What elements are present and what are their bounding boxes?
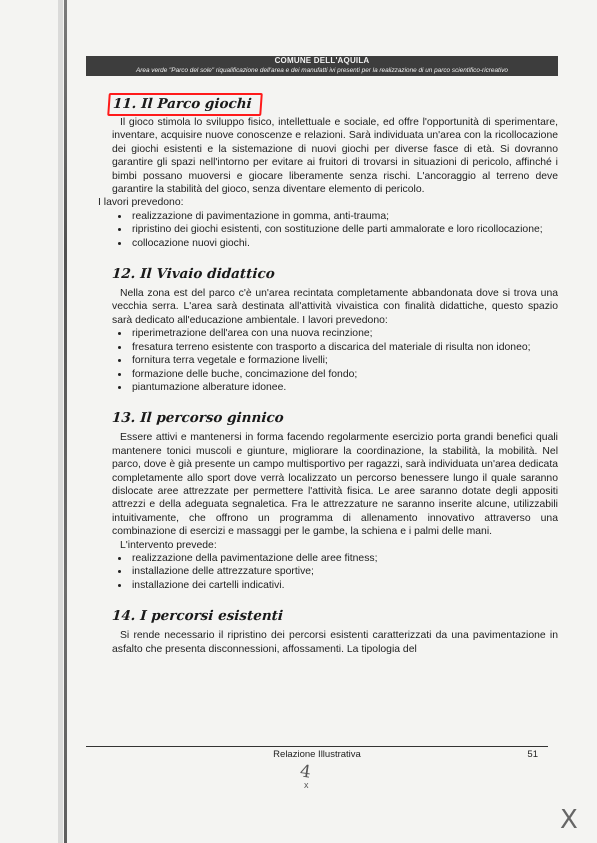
section-heading-highlighted: 11. Il Parco giochi <box>107 93 262 116</box>
footer-title: Relazione Illustrativa <box>273 749 361 760</box>
scan-binding-line <box>64 0 67 843</box>
list-item: riperimetrazione dell'area con una nuova recinzione; <box>112 327 558 340</box>
handwritten-mark: x <box>304 780 309 790</box>
list-item: collocazione nuovi giochi. <box>112 237 558 250</box>
footer-divider <box>86 746 548 747</box>
header-banner <box>86 56 558 76</box>
list-item: installazione delle attrezzature sportive; <box>112 565 558 578</box>
list-item: formazione delle buche, concimazione del fondo; <box>112 368 558 381</box>
list-item: realizzazione della pavimentazione delle aree fitness; <box>112 552 558 565</box>
scan-binding-shadow <box>58 0 63 843</box>
list-item: fresatura terreno esistente con trasporto a discarica del materiale di risulta non idoneo; <box>112 341 558 354</box>
handwritten-number: 4 <box>298 761 313 783</box>
section-paragraph: I lavori prevedono: <box>98 197 184 209</box>
bullet-list <box>112 210 558 250</box>
bullet-list <box>112 552 558 592</box>
list-item: installazione dei cartelli indicativi. <box>112 579 558 592</box>
list-item: piantumazione alberature idonee. <box>112 381 558 394</box>
section-percorso-ginnico <box>112 410 558 592</box>
document-body <box>98 93 558 656</box>
section-paragraph: Si rende necessario il ripristino dei percorsi esistenti caratterizzati da una pavimentazione in asfalto che presenta disconnessioni, affossamenti. La tipologia del <box>112 630 558 655</box>
section-paragraph: Il gioco stimola lo sviluppo fisico, intellettuale e sociale, ed offre l'opportunità di sperimentare, inventare, acquisire nuove conoscenze e relazioni. Sarà individuata un'area con la ricollocazione dei giochi esistenti e la sistemazione di nuovi giochi per diverse fasce di età. Si dovranno garantire gli spazi nell'intorno per evitare ai fruitori di trovarsi in situazioni di pericolo, affinché i bimbi possano muoversi e giocare liberamente senza rischi. L'ancoraggio al terreno deve garantire la stabilità del gioco, senza diventare elemento di pericolo. <box>112 117 558 196</box>
page-number: 51 <box>527 749 538 760</box>
bullet-list <box>112 327 558 394</box>
section-heading: 13. Il percorso ginnico <box>111 410 285 427</box>
list-item: fornitura terra vegetale e formazione livelli; <box>112 354 558 367</box>
section-heading: 14. I percorsi esistenti <box>111 608 284 625</box>
section-percorsi-esistenti <box>112 608 558 656</box>
header-subtitle: Area verde "Parco del sole" riqualificazione dell'area e dei manufatti ivi presenti per la realizzazione di un parco scientifico-ricreativo <box>136 67 508 74</box>
corner-mark: X <box>560 805 578 835</box>
section-heading: 12. Il Vivaio didattico <box>111 266 276 283</box>
section-paragraph: L'intervento prevede: <box>120 539 217 551</box>
section-parco-giochi <box>98 93 558 250</box>
list-item: ripristino dei giochi esistenti, con sostituzione delle parti ammalorate e loro ricollocazione; <box>112 223 558 236</box>
section-paragraph: Nella zona est del parco c'è un'area recintata completamente abbandonata dove si trova una vecchia serra. L'area sarà destinata all'attività vivaistica con finalità didattiche, questo spazio sarà dedicato all'educazione ambientale. I lavori prevedono: <box>112 288 558 326</box>
section-paragraph: Essere attivi e mantenersi in forma facendo regolarmente esercizio porta grandi benefici quali mantenere tonici muscoli e giunture, migliorare la coordinazione, la stabilità, la mobilità. Nel parco, dove è già presente un campo multisportivo per ragazzi, sarà individuata un'area dedicata completamente allo sport dove verrà localizzato un percorso benessere lungo il quale saranno dislocate aree attrezzate per permettere l'attività fisica. Le aree saranno dotate degli appositi attrezzi e della adeguata segnaletica. Fra le attrezzature ne saranno inserite alcune, utilizzabili intuitivamente, che offrono un programma di allenamento innovativo attraverso una combinazione di esercizi e massaggi per le gambe, la schiena e i palmi delle mani. <box>112 432 558 538</box>
list-item: realizzazione di pavimentazione in gomma, anti-trauma; <box>112 210 558 223</box>
section-vivaio-didattico <box>112 266 558 394</box>
header-title: COMUNE DELL'AQUILA <box>274 56 370 65</box>
